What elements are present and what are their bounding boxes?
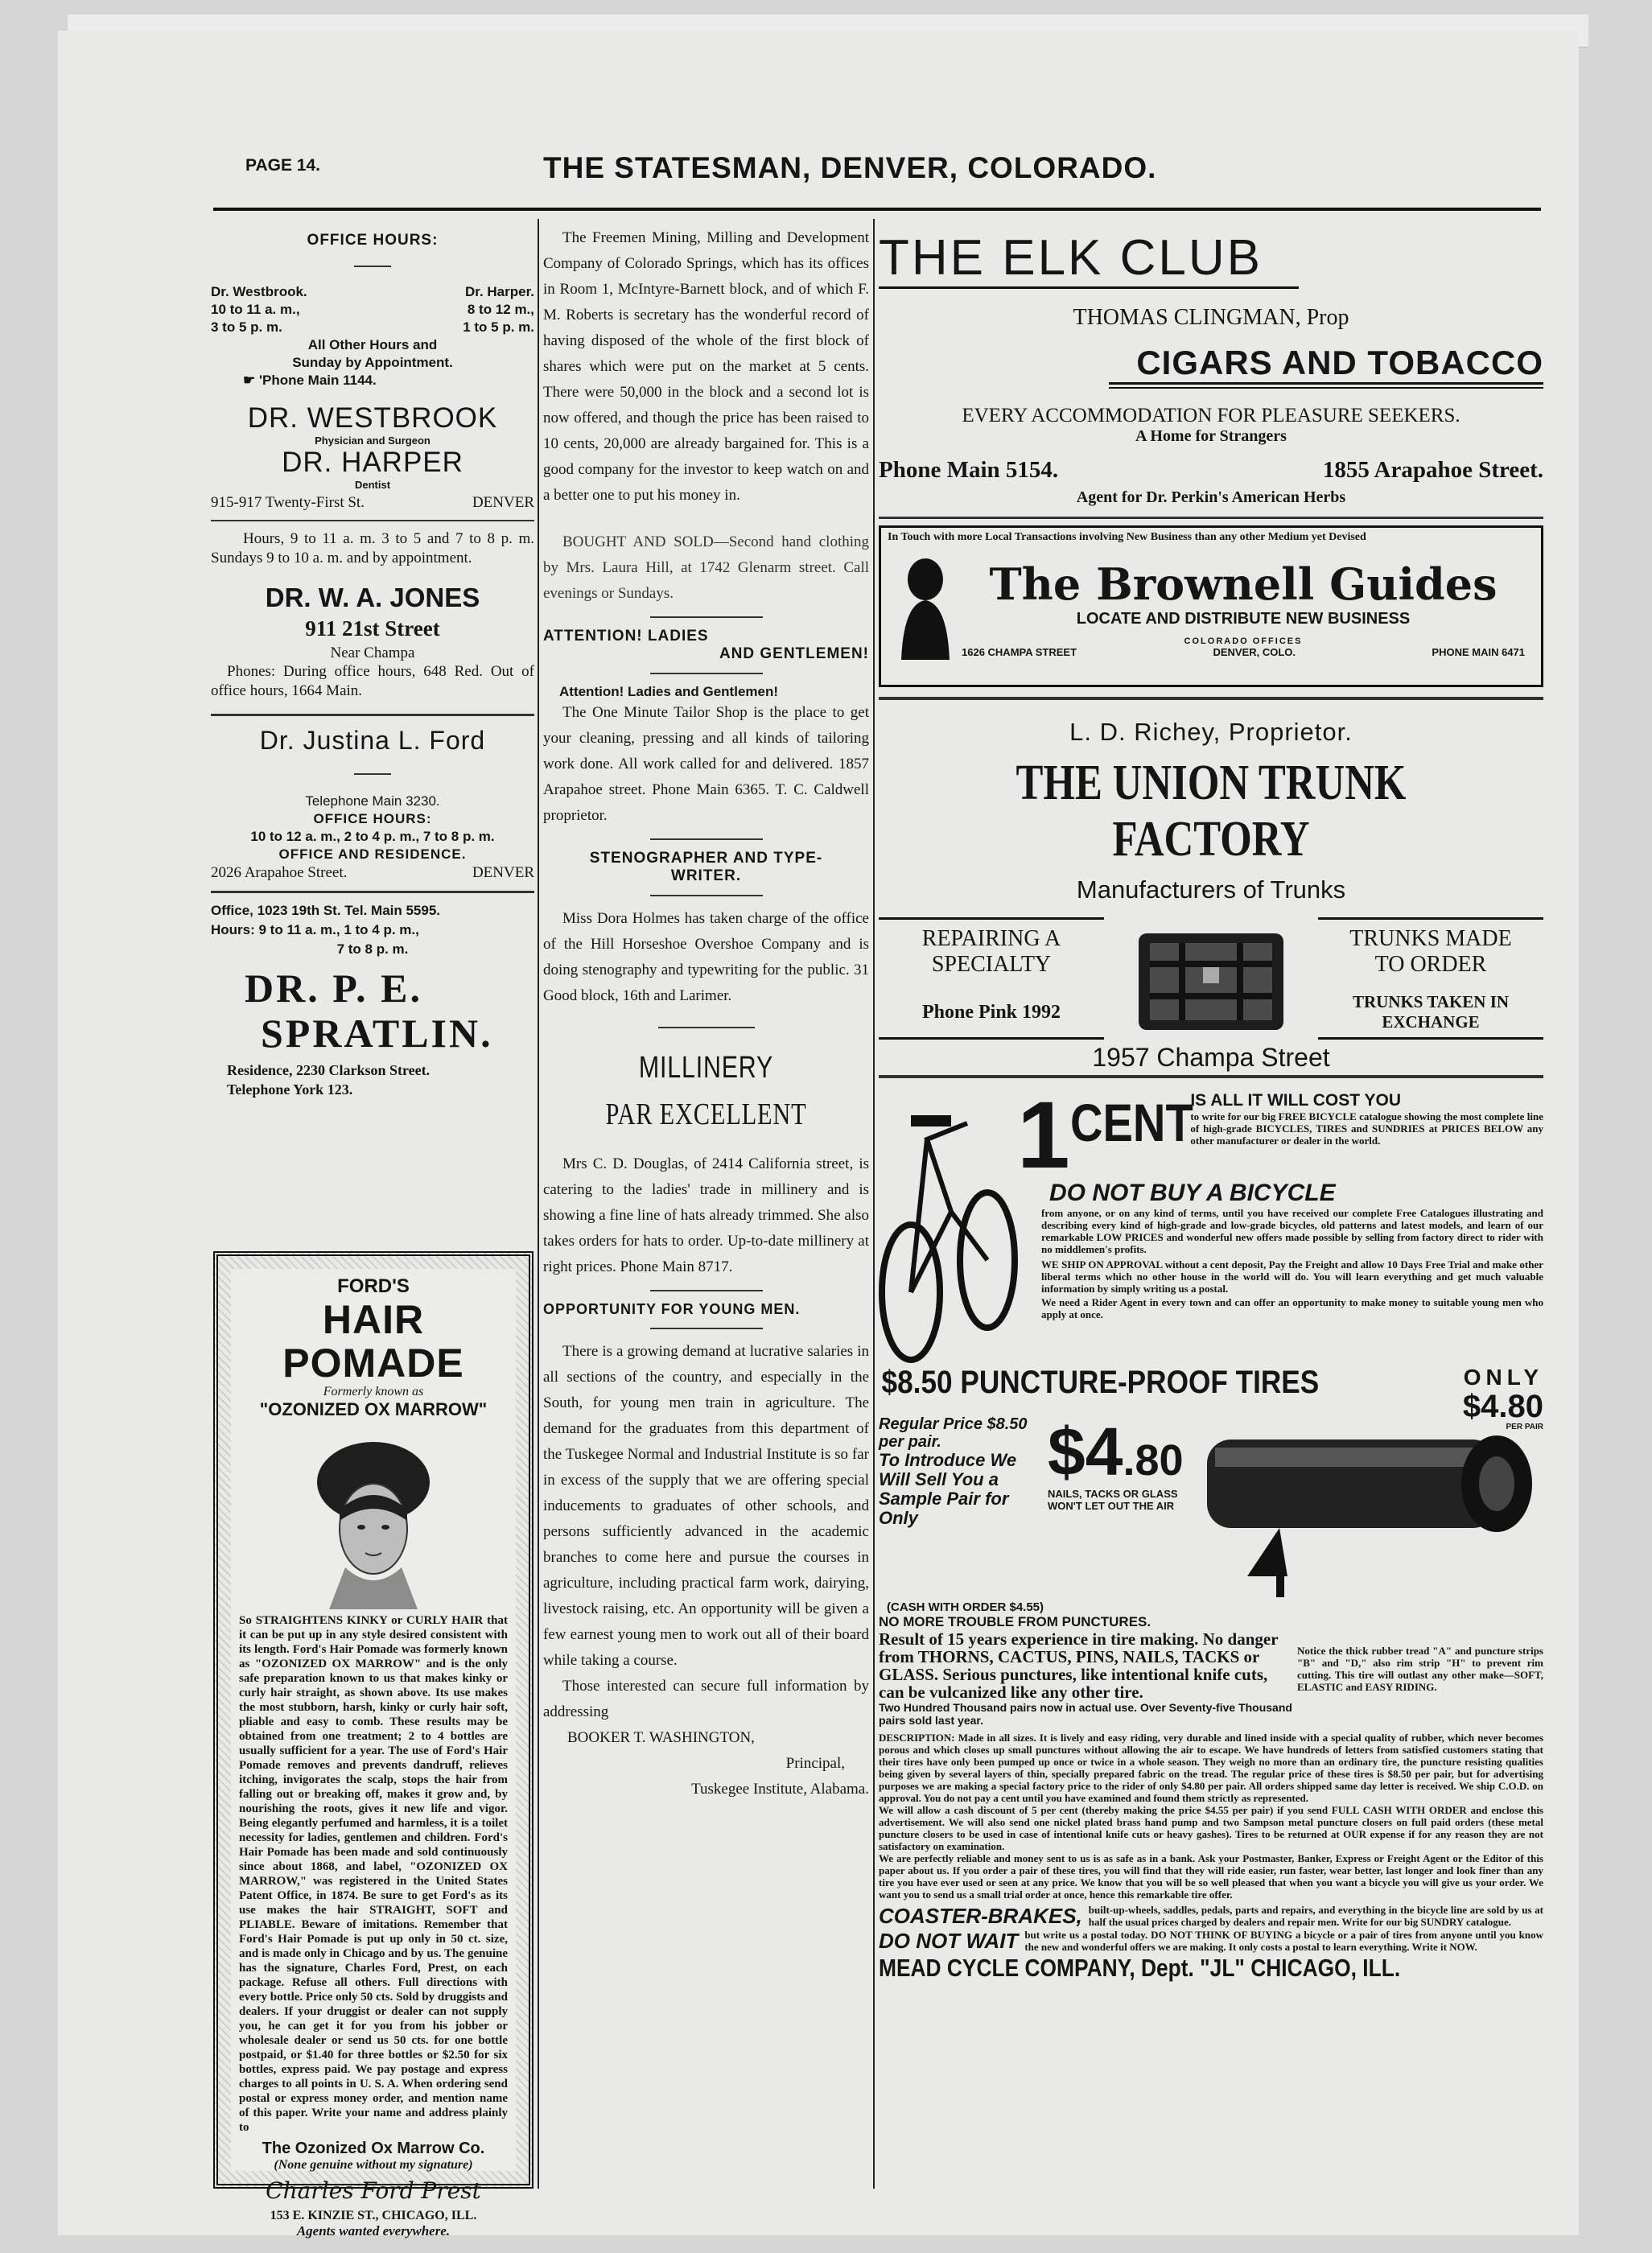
freemen-article: The Freemen Mining, Milling and Development Company of Colorado Springs, which has its offices in Room 1, McIntyre-Barnett block, and of which F. M. Roberts is secretary has the wonderful record of having disposed of the whole of the first block of shares which were put on the market at 5 cents. There were 50,000 in the block and a second lot is now offered, and though the price has been raised to 10 cents, 20,000 are already bargained for. This is a good company for the investor to keep watch on and a better one to put his money in. <box>543 229 869 504</box>
stenographer-heading: STENOGRAPHER AND TYPE- <box>589 850 823 867</box>
jones-card: Hours, 9 to 11 a. m. 3 to 5 and 7 to 8 p. m. Sundays 9 to 10 a. m. and by appointment. DR. W. A. JONES 911 21st Street Near Champa Phones: During office hours, 648 Red. Out of office hours, 1664 Main. <box>211 530 534 699</box>
attention-heading: ATTENTION! LADIES <box>543 628 709 645</box>
column-2: The Freemen Mining, Milling and Development Company of Colorado Springs, which has its offices in Room 1, McIntyre-Barnett block, and of which F. M. Roberts is secretary has the wonderful record of having disposed of the whole of the first block of shares which were put on the market at 5 cents. There were 50,000 in the block and a second lot is now offered, and though the price has been raised to 10 cents, 20,000 are already bargained for. This is a good company for the investor to keep watch on and a better one to put his money in. BOUGHT AND SOLD—Second hand clothing by Mrs. Laura Hill, at 1742 Glenarm street. Call evenings or Sundays. ATTENTION! LADIES AND GENTLEMEN! Attention! Ladies and Gentlemen! The One Minute Tailor Shop is the place to get your cleaning, pressing and all kinds of tailoring work done. All work called for and delivered. 1857 Arapahoe street. Phone Main 6365. T. C. Caldwell proprietor. STENOGRAPHER AND TYPE- WRITER. Miss Dora Holmes has taken charge of the office of the Hill Horseshoe Overshoe Company and is doing stenography and typewriting for the public. 31 Good block, 16th and Larimer. MILLINERY PAR EXCELLENT Mrs C. D. Douglas, of 2414 California street, is catering to the ladies' trade in millinery and is showing a fine line of hats already trimmed. She also takes orders for hats to order. Up-to-date millinery at right prices. Phone Main 8717. OPPORTUNITY FOR YOUNG MEN. There is a growing demand at lucrative salaries in all sections of the country, and especially in the South, for young men train in agriculture. The demand for the graduates from this department of the Tuskegee Normal and Industrial Institute is so far in excess of the supply that we are offering special inducements to graduates of other schools, and persons sufficiently advanced in the academic branches to come here and pursue the courses in agriculture, including practical farm work, dairying, livestock raising, etc. An opportunity will be given a few earnest young men to work out all of their board while taking a course. Those interested can secure full information by addressing BOOKER T. WASHINGTON, Principal, Tuskegee Institute, Alabama. <box>543 225 869 1802</box>
brownell-title: The Brownell Guides <box>989 558 1498 610</box>
union-trunk-title: THE UNION TRUNK FACTORY <box>1016 756 1407 867</box>
stenographer-notice: Miss Dora Holmes has taken charge of the office of the Hill Horseshoe Overshoe Company and is doing stenography and typewriting for the public. 31 Good block, 16th and Larimer. <box>543 910 869 1004</box>
one-cent-numeral: 1 <box>1017 1082 1070 1188</box>
column-rule <box>538 1255 539 2189</box>
signature: Charles Ford Prest <box>266 2177 481 2204</box>
tailor-notice: The One Minute Tailor Shop is the place to get your cleaning, pressing and all kinds of tailoring work done. All work called for and delivered. 1857 Arapahoe street. Phone Main 6365. T. C. Caldwell proprietor. <box>543 704 869 824</box>
column-rule <box>873 219 875 2189</box>
brownell-guides-ad: In Touch with more Local Transactions involving New Business than any other Medium yet Devised The Brownell Guides LOCATE AND DISTRIBUTE NEW BUSINESS COLORADO OFFICES 1626 CHAMPA STREET DENVER, COLO. PHONE MAIN 6471 <box>879 525 1543 687</box>
elk-club-ad: THE ELK CLUB THOMAS CLINGMAN, Prop CIGARS AND TOBACCO EVERY ACCOMMODATION FOR PLEASURE SEEKERS. A Home for Strangers Phone Main 5154. 1855 Arapahoe Street. Agent for Dr. Perkin's American Herbs <box>879 230 1543 506</box>
elk-club-title: THE ELK CLUB <box>879 230 1263 286</box>
opportunity-article: There is a growing demand at lucrative salaries in all sections of the country, and especially in the South, for young men train in agriculture. The demand for the graduates from this department of the Tuskegee Normal and Industrial Institute is so far in excess of the supply that we are offering special inducements to graduates of other schools, and persons sufficiently advanced in the academic branches to come here and pursue the courses in agriculture, including practical farm work, dairying, livestock raising, etc. An opportunity will be given a few earnest young men to work out all of their board while taking a course. <box>543 1343 869 1669</box>
clothing-notice: BOUGHT AND SOLD—Second hand clothing by Mrs. Laura Hill, at 1742 Glenarm street. Call evenings or Sundays. <box>543 533 869 602</box>
mead-company-name: MEAD CYCLE COMPANY, Dept. "JL" CHICAGO, ILL. <box>879 1954 1401 1982</box>
man-silhouette-icon <box>897 555 954 664</box>
do-not-buy-heading: DO NOT BUY A BICYCLE <box>1049 1180 1336 1206</box>
office-hours-title: OFFICE HOURS: <box>307 232 439 249</box>
millinery-notice: Mrs C. D. Douglas, of 2414 California street, is catering to the ladies' trade in millinery and is showing a fine line of hats already trimmed. She also takes orders for hats to order. Up-to-date millinery at right prices. Phone Main 8717. <box>543 1155 869 1275</box>
column-1 <box>211 225 534 1099</box>
westbrook-name: DR. WESTBROOK <box>247 402 498 434</box>
header-rule <box>213 208 1541 211</box>
signer-name: BOOKER T. WASHINGTON, <box>567 1729 755 1746</box>
tire-image <box>1193 1415 1543 1600</box>
pointing-hand-icon: ☛ <box>243 373 259 388</box>
spratlin-name-line2: SPRATLIN. <box>261 1011 493 1056</box>
opportunity-heading: OPPORTUNITY FOR YOUNG MEN. <box>543 1301 801 1317</box>
pomade-body: So STRAIGHTENS KINKY or CURLY HAIR that it can be put up in any style desired consistent with its length. Ford's Hair Pomade was formerly known as "OZONIZED OX MARROW" and is the only safe preparation known to us that makes kinky or curly hair straight, as shown above. Its use makes the most stubborn, harsh, kinky or curly hair soft, pliable and easy to comb. These results may be obtained from one treatment; 2 to 4 bottles are usually sufficient for a year. The use of Ford's Hair Pomade removes and prevents dandruff, relieves itching, invigorates the scalp, stops the hair from falling out or breaking off, makes it grow and, by nourishing the roots, gives it new life and vigor. Being elegantly perfumed and harmless, it is a toilet necessity for ladies, gentlemen and children. Ford's Hair Pomade has been made and sold continuously since about 1868, and label, "OZONIZED OX MARROW," was registered in the United States Patent Office, in 1874. Be sure to get Ford's as its use makes the hair STRAIGHT, SOFT and PLIABLE. Beware of imitations. Remember that Ford's Hair Pomade is put up only in 50 ct. size, and is made only in Chicago and by us. The genuine has the signature, Charles Ford, Prest, on each package. Refuse all others. Full directions with every bottle. Price only 50 cts. Sold by druggists and dealers. If your druggist or dealer can not supply you, he can get it for you from his jobber or wholesale dealer or send us 50 cts. for one bottle postpaid, or $1.40 for three bottles or $2.50 for six bottles, express paid. We pay postage and express charges to all points in U. S. A. When ordering send postal or express money order, and mention name of this paper. Write your name and address plainly to <box>239 1614 508 2134</box>
union-trunk-ad: L. D. Richey, Proprietor. THE UNION TRUNK FACTORY Manufacturers of Trunks REPAIRING A SPECIALTY Phone Pink 1992 TRUNKS MADE TO ORDER TRUNKS TAKEN IN EXCHANGE 1957 Champa Street <box>879 718 1543 1072</box>
page-number: PAGE 14. <box>245 156 320 175</box>
harper-name: DR. HARPER <box>282 447 463 478</box>
westbrook-hours: Dr. Westbrook. 10 to 11 a. m., 3 to 5 p. m. <box>211 284 307 335</box>
spratlin-name-line1: DR. P. E. <box>245 966 423 1011</box>
mead-cycle-ad: 1 CENT IS ALL IT WILL COST YOU to write for our big FREE BICYCLE catalogue showing the most complete line of high-grade BICYCLES, TIRES and SUNDRIES at PRICES BELOW any other manufacturer or dealer in the world. DO NOT BUY A BICYCLE from anyone, or on any kind of terms, until you have received our complete Free Catalogues illustrating and describing every kind of high-grade and low-grade bicycles, old patterns and latest models, and learn of our remarkable LOW PRICES and wonderful new offers made possible by selling from factory direct to rider with no middlemen's profits. WE SHIP ON APPROVAL without a cent deposit, Pay the Freight and allow 10 Days Free Trial and make other liberal terms which no other house in the world will do. You will learn everything and get much valuable information by simply writing us a postal. We need a Rider Agent in every town and can offer an opportunity to make money to suitable young men who apply at once. $8.50 PUNCTURE-PROOF TIRES ONLY $4.80 PER PAIR Regular Price $8.50 per pair. To Introduce We Will Sell You a Sample Pair for Only $4.80 NAILS, TACKS OR GLASS WON'T LET OUT THE AIR (CASH WITH ORDER $4.55) NO MORE TROUBLE FROM PUNCTURES. Result of 15 years experience in tire making. No danger from THORNS, CACTUS, PINS, NAILS, TACKS or GLASS. Serious punctures, like intentional knife cuts, can be vulcanized like any other tire. Notice the thick rubber tread "A" and puncture strips "B" and "D," also rim strip "H" to prevent rim cutting. This tire will outlast any other make—SOFT, ELASTIC and EASY RIDING. Two Hundred Thousand pairs now in actual use. Over Seventy-five Thousand pairs sold last year. DESCRIPTION: Made in all sizes. It is lively and easy riding, very durable and lined inside with a special quality of rubber, which never becomes porous and which closes up small punctures without allowing the air to escape. We have hundreds of letters from satisfied customers stating that their tires have only been pumped up once or twice in a whole season. They weigh no more than an ordinary tire, the puncture resisting qualities being given by several layers of thin, specially prepared fabric on the tread. The regular price of these tires is $8.50 per pair, but for advertising purposes we are making a special factory price to the rider of only $4.80 per pair. All orders shipped same day letter is received. We ship C.O.D. on approval. You do not pay a cent until you have examined and found them strictly as represented. We will allow a cash discount of 5 per cent (thereby making the price $4.55 per pair) if you send FULL CASH WITH ORDER and enclose this advertisement. We will also send one nickel plated brass hand pump and two Sampson metal puncture closers on full paid orders (these metal puncture closers to be used in case of intentional knife cuts or heavy gashes). Tires to be returned at OUR expense if for any reason they are not satisfactory on examination. We are perfectly reliable and money sent to us is as safe as in a bank. Ask your Postmaster, Banker, Express or Freight Agent or the Editor of this paper about us. If you order a pair of these tires, you will find that they will ride easier, run faster, wear better, last longer and look finer than any tire you have ever used or seen at any price. We know that you will be so well pleased that when you want a bicycle you will give us your order. We want you to send us a small trial order at once, hence this remarkable tire offer. COASTER-BRAKES, built-up-wheels, saddles, pedals, parts and repairs, and everything in the bicycle line are sold by us at half the usual prices charged by dealers and repair men. Write for our big SUNDRY catalogue. DO NOT WAIT but write us a postal today. DO NOT THINK OF BUYING a bicycle or a pair of tires from anyone until you know the new and wonderful offers we are making. It only costs a postal to learn everything. Write it NOW. MEAD CYCLE COMPANY, Dept. "JL" CHICAGO, ILL. <box>879 1082 1543 1982</box>
column-3 <box>879 225 1543 1982</box>
woman-portrait-image <box>239 1428 508 1613</box>
jones-name: DR. W. A. JONES <box>265 583 480 612</box>
tires-heading: $8.50 PUNCTURE-PROOF TIRES <box>881 1365 1320 1400</box>
price-four: $4 <box>1048 1414 1123 1489</box>
pomade-title: HAIR POMADE <box>282 1297 464 1386</box>
ford-hair-pomade-ad: FORD'S HAIR POMADE Formerly known as "OZONIZED OX MARROW" So STRAIGHTENS KINKY or CURLY HAIR that it can be put up in any style desired consistent with its length. Ford's Hair Pomade was formerly known as "OZONIZED OX MARROW" and is the only safe preparation known to us that makes kinky or curly hair straight, as shown above. Its use makes the most stubborn, harsh, kinky or curly hair soft, pliable and easy to comb. These results may be obtained from one treatment; 2 to 4 bottles are usually sufficient for a year. The use of Ford's Hair Pomade removes and prevents dandruff, relieves itching, invigorates the scalp, stops the hair from falling out or breaking off, makes it grow and, by nourishing the roots, gives it new life and vigor. Being elegantly perfumed and harmless, it is a toilet necessity for ladies, gentlemen and children. Ford's Hair Pomade has been made and sold continuously since about 1868, and label, "OZONIZED OX MARROW," was registered in the United States Patent Office, in 1874. Be sure to get Ford's as its use makes the hair STRAIGHT, SOFT and PLIABLE. Beware of imitations. Remember that Ford's Hair Pomade is put up only in 50 ct. size, and is made only in Chicago and by us. The genuine has the signature, Charles Ford, Prest, on each package. Refuse all others. Full directions with every bottle. Price only 50 cts. Sold by druggists and dealers. If your druggist or dealer can not supply you, he can get it for you from his jobber or wholesale dealer or send us 50 cts. for one bottle postpaid, or $1.40 for three bottles or $2.50 for six bottles, express paid. We pay postage and express charges to all points in U. S. A. When ordering send postal or express money order, and mention name of this paper. Write your name and address plainly to The Ozonized Ox Marrow Co. (None genuine without my signature) Charles Ford Prest 153 E. KINZIE ST., CHICAGO, ILL. Agents wanted everywhere. <box>213 1251 534 2189</box>
phone-line: ☛ 'Phone Main 1144. <box>243 373 377 388</box>
trunk-image <box>1104 917 1318 1032</box>
millinery-heading: MILLINERY <box>638 1051 774 1085</box>
westbrook-card: OFFICE HOURS: Dr. Westbrook. 10 to 11 a. m., 3 to 5 p. m. Dr. Harper. 8 to 12 m., 1 to 5 p. m. All Other Hours and Sunday by Appointment. ☛ 'Phone Main 1144. DR. WESTBROOK Physician and Surgeon DR. HARPER Dentist 915-917 Twenty-First St. DENVER <box>211 232 534 511</box>
justina-ford-name: Dr. Justina L. Ford <box>259 726 486 755</box>
harper-hours: Dr. Harper. 8 to 12 m., 1 to 5 p. m. <box>463 284 534 335</box>
cigars-heading: CIGARS AND TOBACCO <box>1136 344 1543 381</box>
justina-ford-card: Dr. Justina L. Ford Telephone Main 3230. OFFICE HOURS: 10 to 12 a. m., 2 to 4 p. m., 7 to 8 p. m. OFFICE AND RESIDENCE. 2026 Arapahoe Street. DENVER <box>211 726 534 881</box>
column-rule <box>538 219 539 1361</box>
masthead: THE STATESMAN, DENVER, COLORADO. <box>543 151 1157 184</box>
spratlin-card: Office, 1023 19th St. Tel. Main 5595. Hours: 9 to 11 a. m., 1 to 4 p. m., 7 to 8 p. m. DR. P. E. SPRATLIN. Residence, 2230 Clarkson Street. Telephone York 123. <box>211 901 534 1099</box>
bicycle-image <box>879 1091 1020 1369</box>
page-header <box>213 151 1541 192</box>
